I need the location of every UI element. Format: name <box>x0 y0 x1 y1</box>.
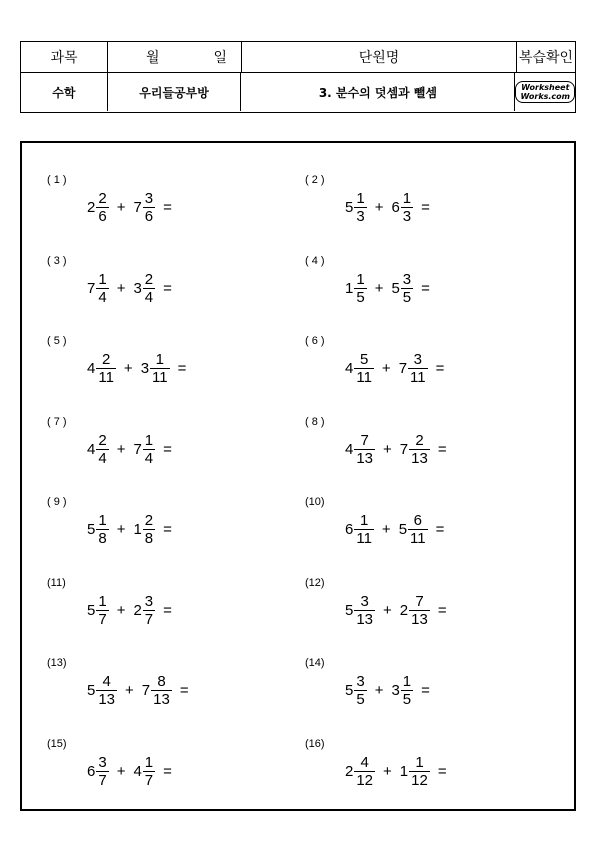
problem-expression <box>87 271 172 306</box>
second-term-fraction <box>143 432 155 467</box>
unit-label: 단원명 <box>242 42 517 72</box>
second-term-denominator: 11 <box>152 369 168 386</box>
problem-expression <box>345 190 430 225</box>
second-term-fraction <box>408 512 428 547</box>
equals-sign: = <box>437 762 447 780</box>
first-term-fraction <box>96 754 108 789</box>
problem-number: (16) <box>305 737 325 750</box>
second-term-fraction <box>409 593 430 628</box>
plus-sign: + <box>116 199 126 216</box>
first-term-denominator: 13 <box>356 610 374 628</box>
equals-sign: = <box>179 682 189 699</box>
second-term-whole: 3 <box>391 682 400 699</box>
plus-sign: + <box>116 279 126 297</box>
problem-number: ( 2 ) <box>305 174 325 186</box>
problem <box>47 174 172 225</box>
second-term-whole: 5 <box>391 279 400 297</box>
problem-expression <box>87 593 172 628</box>
second-term-numerator: 2 <box>144 270 154 288</box>
first-term-denominator: 3 <box>356 208 365 225</box>
first-term-denominator: 4 <box>98 288 107 306</box>
second-term-denominator: 13 <box>411 610 428 628</box>
plus-sign: + <box>123 360 133 377</box>
problem-number: ( 4 ) <box>305 254 325 267</box>
problem <box>305 737 447 789</box>
problem <box>47 737 172 789</box>
plus-sign: + <box>374 279 384 297</box>
problem-number: (11) <box>47 576 66 589</box>
second-term-whole: 7 <box>133 440 142 458</box>
second-term-numerator: 2 <box>144 512 154 529</box>
second-term-denominator: 12 <box>411 771 428 789</box>
second-term-denominator: 7 <box>144 771 154 789</box>
problem-number: ( 5 ) <box>47 335 67 347</box>
problem-expression <box>345 432 447 467</box>
first-term-numerator: 7 <box>360 431 369 449</box>
problem <box>47 657 189 708</box>
problem-expression <box>87 190 172 225</box>
problem <box>305 657 430 708</box>
first-term-fraction <box>96 673 117 708</box>
first-term-numerator: 4 <box>102 673 111 690</box>
problem-number: ( 7 ) <box>47 415 67 428</box>
second-term-denominator: 6 <box>144 208 154 225</box>
second-term-whole: 7 <box>399 440 409 458</box>
plus-sign: + <box>116 601 126 619</box>
problem-expression <box>345 271 430 306</box>
second-term-fraction <box>143 512 155 547</box>
second-term-whole: 7 <box>398 360 408 377</box>
first-term-whole: 5 <box>345 601 354 619</box>
first-term-whole: 6 <box>345 521 354 538</box>
header-value-row <box>21 73 575 111</box>
first-term-whole: 5 <box>345 199 354 216</box>
second-term-fraction <box>401 673 413 708</box>
first-term-numerator: 1 <box>356 190 365 207</box>
second-term-fraction <box>151 673 172 708</box>
plus-sign: + <box>116 521 126 538</box>
problem <box>305 415 447 467</box>
equals-sign: = <box>163 762 172 780</box>
first-term-numerator: 2 <box>101 351 111 368</box>
problem <box>305 496 445 547</box>
equals-sign: = <box>421 682 430 699</box>
equals-sign: = <box>163 521 172 538</box>
problem <box>305 335 445 386</box>
second-term-numerator: 6 <box>413 512 422 529</box>
equals-sign: = <box>437 601 447 619</box>
first-term-fraction <box>96 190 108 225</box>
plus-sign: + <box>374 682 384 699</box>
first-term-denominator: 13 <box>356 449 374 467</box>
worksheetworks-logo <box>515 81 575 103</box>
problem-number: (13) <box>47 657 67 669</box>
second-term-fraction <box>409 432 430 467</box>
problem <box>47 335 187 386</box>
review-cell <box>515 73 575 111</box>
first-term-whole: 4 <box>87 360 96 377</box>
plus-sign: + <box>116 440 126 458</box>
first-term-fraction <box>96 512 108 547</box>
problem-number: (14) <box>305 657 325 669</box>
problem <box>47 415 172 467</box>
second-term-fraction <box>143 190 155 225</box>
second-term-fraction <box>401 271 413 306</box>
equals-sign: = <box>435 360 445 377</box>
problem-expression <box>87 754 172 789</box>
first-term-numerator: 1 <box>359 512 369 529</box>
equals-sign: = <box>421 279 430 297</box>
second-term-numerator: 2 <box>415 431 424 449</box>
problem-expression <box>87 512 172 547</box>
second-term-fraction <box>143 271 155 306</box>
first-term-numerator: 1 <box>356 270 365 288</box>
first-term-fraction <box>354 432 375 467</box>
first-term-whole: 4 <box>345 360 354 377</box>
second-term-whole: 1 <box>399 762 409 780</box>
second-term-denominator: 3 <box>402 208 412 225</box>
first-term-denominator: 6 <box>98 208 107 225</box>
second-term-numerator: 1 <box>415 753 424 771</box>
equals-sign: = <box>421 199 430 216</box>
first-term-fraction <box>354 673 366 708</box>
problem <box>305 576 447 628</box>
plus-sign: + <box>383 440 392 458</box>
problem-number: ( 8 ) <box>305 415 325 428</box>
second-term-whole: 2 <box>399 601 409 619</box>
equals-sign: = <box>435 521 445 538</box>
first-term-denominator: 5 <box>356 691 365 708</box>
first-term-whole: 2 <box>87 199 96 216</box>
second-term-denominator: 13 <box>153 691 170 708</box>
first-term-whole: 5 <box>87 682 96 699</box>
second-term-fraction <box>401 190 413 225</box>
first-term-numerator: 2 <box>98 190 107 207</box>
first-term-numerator: 4 <box>360 753 369 771</box>
problem-number: (12) <box>305 576 325 589</box>
first-term-denominator: 4 <box>98 449 107 467</box>
first-term-whole: 1 <box>345 279 354 297</box>
equals-sign: = <box>177 360 187 377</box>
second-term-numerator: 1 <box>144 753 154 771</box>
second-term-denominator: 11 <box>410 369 426 386</box>
worksheet-box <box>20 141 576 811</box>
subject-label: 과목 <box>21 42 108 72</box>
first-term-numerator: 3 <box>98 753 107 771</box>
subject-value: 수학 <box>21 73 108 111</box>
second-term-denominator: 8 <box>144 530 154 547</box>
problem-expression <box>345 351 444 386</box>
problem <box>47 576 172 628</box>
first-term-fraction <box>354 271 366 306</box>
problem-number: (10) <box>305 496 325 508</box>
first-term-fraction <box>354 754 375 789</box>
logo-line1: Worksheet <box>521 83 570 92</box>
first-term-fraction <box>96 351 116 386</box>
second-term-denominator: 5 <box>402 691 412 708</box>
second-term-numerator: 1 <box>402 190 412 207</box>
day-label: 일 <box>213 50 227 66</box>
first-term-numerator: 1 <box>98 512 107 529</box>
problem-expression <box>345 754 447 789</box>
first-term-fraction <box>354 190 366 225</box>
second-term-whole: 7 <box>133 199 142 216</box>
first-term-numerator: 3 <box>360 592 369 610</box>
second-term-whole: 4 <box>133 762 142 780</box>
first-term-fraction <box>354 593 375 628</box>
first-term-denominator: 11 <box>356 530 372 547</box>
problem-expression <box>345 673 430 708</box>
first-term-denominator: 13 <box>98 691 116 708</box>
second-term-fraction <box>143 754 155 789</box>
first-term-numerator: 5 <box>359 351 369 368</box>
equals-sign: = <box>437 440 447 458</box>
header-label-row <box>21 42 575 73</box>
first-term-denominator: 11 <box>98 369 114 386</box>
second-term-whole: 3 <box>140 360 150 377</box>
second-term-fraction <box>409 754 430 789</box>
unit-value: 3. 분수의 덧셈과 뺄셈 <box>241 73 515 111</box>
problem-expression <box>87 432 172 467</box>
plus-sign: + <box>116 762 126 780</box>
second-term-numerator: 3 <box>413 351 422 368</box>
problem <box>47 496 172 547</box>
problem-expression <box>87 673 189 708</box>
first-term-numerator: 1 <box>98 592 107 610</box>
month-label: 월 <box>146 50 160 66</box>
second-term-denominator: 4 <box>144 449 154 467</box>
problem <box>305 254 430 306</box>
problem-expression <box>87 351 186 386</box>
first-term-whole: 2 <box>345 762 354 780</box>
second-term-whole: 1 <box>133 521 142 538</box>
first-term-fraction <box>96 271 108 306</box>
plus-sign: + <box>381 360 391 377</box>
second-term-denominator: 4 <box>144 288 154 306</box>
first-term-whole: 5 <box>87 601 96 619</box>
first-term-whole: 5 <box>87 521 96 538</box>
first-term-numerator: 1 <box>98 270 107 288</box>
second-term-numerator: 7 <box>415 592 424 610</box>
date-label <box>108 42 242 72</box>
first-term-whole: 6 <box>87 762 96 780</box>
second-term-whole: 5 <box>398 521 408 538</box>
plus-sign: + <box>374 199 384 216</box>
second-term-denominator: 7 <box>144 610 154 628</box>
second-term-numerator: 3 <box>402 270 412 288</box>
first-term-whole: 4 <box>87 440 96 458</box>
problem-number: ( 9 ) <box>47 496 67 508</box>
first-term-fraction <box>354 512 374 547</box>
problem-expression <box>345 593 447 628</box>
second-term-denominator: 11 <box>410 530 426 547</box>
first-term-whole: 7 <box>87 279 96 297</box>
problem-number: ( 6 ) <box>305 335 325 347</box>
problem-expression <box>345 512 444 547</box>
second-term-numerator: 1 <box>155 351 164 368</box>
equals-sign: = <box>163 199 172 216</box>
second-term-numerator: 1 <box>144 431 154 449</box>
problem <box>305 174 430 225</box>
equals-sign: = <box>163 601 172 619</box>
equals-sign: = <box>163 279 172 297</box>
second-term-denominator: 13 <box>411 449 428 467</box>
second-term-fraction <box>408 351 428 386</box>
first-term-denominator: 5 <box>356 288 365 306</box>
first-term-numerator: 2 <box>98 431 107 449</box>
logo-line2: Works.com <box>520 92 571 101</box>
second-term-numerator: 3 <box>144 190 154 207</box>
first-term-fraction <box>96 432 108 467</box>
review-label: 복습확인 <box>518 50 574 66</box>
header-table <box>20 41 576 113</box>
first-term-fraction <box>96 593 108 628</box>
plus-sign: + <box>381 521 391 538</box>
first-term-fraction <box>354 351 374 386</box>
first-term-denominator: 8 <box>98 530 107 547</box>
second-term-numerator: 3 <box>144 592 154 610</box>
second-term-whole: 2 <box>133 601 142 619</box>
second-term-whole: 3 <box>133 279 142 297</box>
first-term-denominator: 11 <box>356 369 372 386</box>
first-term-denominator: 7 <box>98 771 107 789</box>
second-term-numerator: 1 <box>402 673 412 690</box>
second-term-fraction <box>143 593 155 628</box>
problem-number: ( 3 ) <box>47 254 67 267</box>
first-term-denominator: 12 <box>356 771 374 789</box>
plus-sign: + <box>383 762 392 780</box>
second-term-numerator: 8 <box>157 673 166 690</box>
problem <box>47 254 172 306</box>
second-term-whole: 7 <box>141 682 151 699</box>
plus-sign: + <box>383 601 392 619</box>
first-term-whole: 5 <box>345 682 354 699</box>
problem-number: ( 1 ) <box>47 174 67 186</box>
first-term-numerator: 3 <box>356 673 365 690</box>
second-term-whole: 6 <box>391 199 400 216</box>
first-term-denominator: 7 <box>98 610 107 628</box>
equals-sign: = <box>163 440 172 458</box>
plus-sign: + <box>125 682 134 699</box>
first-term-whole: 4 <box>345 440 354 458</box>
second-term-denominator: 5 <box>402 288 412 306</box>
second-term-fraction <box>150 351 170 386</box>
study-room-value: 우리들공부방 <box>108 73 242 111</box>
problem-number: (15) <box>47 737 67 750</box>
